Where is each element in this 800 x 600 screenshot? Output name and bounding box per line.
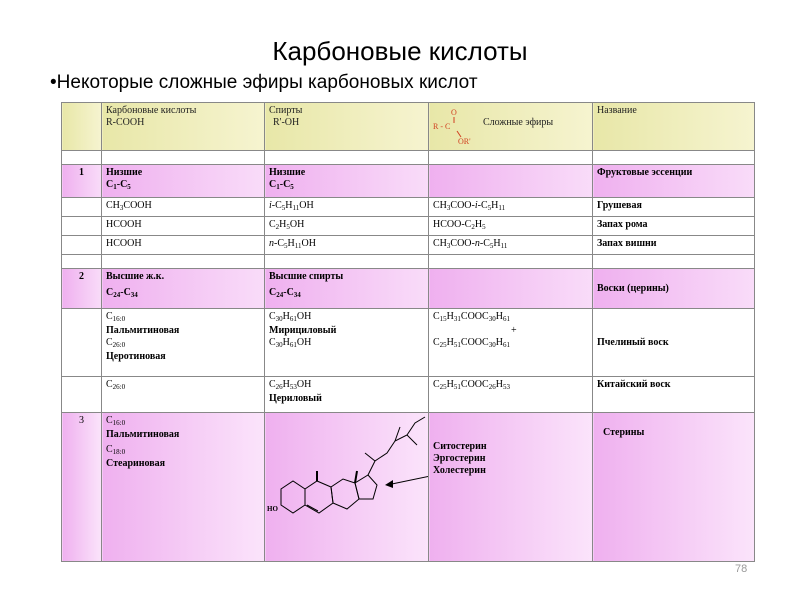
alcohol-cell: $C_{26}H_{53}OH$ Цериловый	[265, 377, 429, 413]
table-row	[62, 377, 755, 413]
ester-functional-group-diagram	[433, 105, 483, 145]
ester-cell: $C_{15}H_{31}COOC_{30}H_{61}$ + $C_{25}H_{51}COOC_{30}H_{61}$	[429, 309, 593, 377]
group2-alcohols-range: $C_{24}-C_{34}$	[269, 287, 301, 299]
group1-alcohols: Низшие	[269, 167, 306, 178]
table-row	[62, 309, 755, 377]
group1-esters-cell	[429, 165, 593, 198]
header-alcohols: Спирты	[269, 105, 303, 116]
name-cell: Запах рома	[593, 217, 755, 236]
arrow-head	[385, 480, 393, 488]
group2-name: Воски (церины)	[593, 269, 755, 309]
table-row	[62, 217, 755, 236]
table-row	[62, 198, 755, 217]
ester-cell: $C_{25}H_{51}COOC_{26}H_{53}$	[429, 377, 593, 413]
group2-acids-cell	[102, 269, 265, 309]
page-number: 78	[735, 563, 748, 575]
alcohol-name: Мирициловый	[269, 325, 337, 336]
group3-row	[62, 413, 755, 562]
group1-acids: Низшие	[106, 167, 143, 178]
group1-category-row	[62, 165, 755, 198]
ester-cell: $CH_3COO-n-C_5H_{11}$	[429, 236, 593, 255]
group3-acids-cell: $C_{16:0}$ Пальмитиновая $C_{18:0}$ Стеариновая	[102, 413, 265, 562]
ester-cell: HCOO-$C_2H_5$	[429, 217, 593, 236]
header-acids-formula: R-COOH	[106, 117, 145, 128]
spacer-row	[62, 255, 755, 269]
group2-category-row	[62, 269, 755, 309]
ester-or-label: OR'	[458, 137, 471, 145]
group2-num: 2	[62, 269, 102, 309]
alcohol-cell: $n-C_5H_{11}OH$	[265, 236, 429, 255]
name-cell: Запах вишни	[593, 236, 755, 255]
group2-alcohols-cell	[265, 269, 429, 309]
header-esters: Сложные эфиры	[483, 117, 554, 128]
acid-cell: HCOOH	[102, 217, 265, 236]
group1-num: 1	[62, 165, 102, 198]
header-alcohols-formula: R'-OH	[273, 117, 300, 128]
name-cell: Грушевая	[593, 198, 755, 217]
header-acids: Карбоновые кислоты	[106, 105, 197, 116]
alcohol-cell: $i-C_5H_{11}OH$	[265, 198, 429, 217]
group1-acids-range: $C_1-C_5$	[106, 179, 131, 191]
group3-name: Стерины	[603, 427, 645, 438]
ester-cell: $CH_3COO-i-C_5H_{11}$	[429, 198, 593, 217]
pointer-arrow	[387, 473, 429, 485]
ester-rc-label: R - C	[433, 122, 451, 131]
alcohol-cell: $C_2H_5OH$	[265, 217, 429, 236]
name-cell: Пчелиный воск	[593, 309, 755, 377]
group3-name-cell	[593, 413, 755, 562]
sterol-names-cell	[429, 413, 593, 562]
acid-name: Церотиновая	[106, 351, 166, 362]
header-esters-cell	[429, 103, 593, 151]
acid-cell: $CH_3COOH$	[102, 198, 265, 217]
header-num-cell	[62, 103, 102, 151]
table-row	[62, 236, 755, 255]
acid-name: Стеариновая	[106, 458, 166, 469]
plus-sign: +	[511, 325, 517, 336]
group1-acids-cell	[102, 165, 265, 198]
group1-alcohols-cell	[265, 165, 429, 198]
sterol-molecule-diagram	[265, 413, 429, 557]
header-name-cell	[593, 103, 755, 151]
spacer-row	[62, 151, 755, 165]
sterol-name: Эргостерин	[433, 453, 486, 464]
acid-cell: $C_{16:0}$ Пальмитиновая $C_{26:0}$ Церотиновая	[102, 309, 265, 377]
slide-subtitle: •Некоторые сложные эфиры карбоновых кислот	[50, 72, 478, 93]
acid-cell: $C_{26:0}$	[102, 377, 265, 413]
acid-name: Пальмитиновая	[106, 325, 180, 336]
esters-table	[61, 102, 755, 562]
sterol-structure-cell	[265, 413, 429, 562]
header-alcohols-cell	[265, 103, 429, 151]
group3-num: 3	[62, 413, 102, 562]
acid-cell: HCOOH	[102, 236, 265, 255]
acid-name: Пальмитиновая	[106, 429, 180, 440]
group2-acids: Высшие ж.к.	[106, 271, 165, 282]
group1-alcohols-range: $C_1-C_5$	[269, 179, 294, 191]
group2-esters-cell	[429, 269, 593, 309]
group2-alcohols: Высшие спирты	[269, 271, 344, 282]
header-acids-cell	[102, 103, 265, 151]
ester-oxygen-label: O	[451, 108, 457, 117]
alcohol-cell: $C_{30}H_{61}OH$ Мирициловый $C_{30}H_{61}OH$	[265, 309, 429, 377]
hydroxyl-label: HO	[267, 505, 278, 513]
sterol-name: Холестерин	[433, 465, 486, 476]
sterol-name: Ситостерин	[433, 441, 487, 452]
group1-name: Фруктовые эссенции	[593, 165, 755, 198]
group2-acids-range: $C_{24}-C_{34}$	[106, 287, 138, 299]
alcohol-name: Цериловый	[269, 393, 322, 404]
header-row	[62, 103, 755, 151]
slide-title: Карбоновые кислоты	[272, 36, 528, 66]
name-cell: Китайский воск	[593, 377, 755, 413]
header-name: Название	[597, 105, 637, 116]
